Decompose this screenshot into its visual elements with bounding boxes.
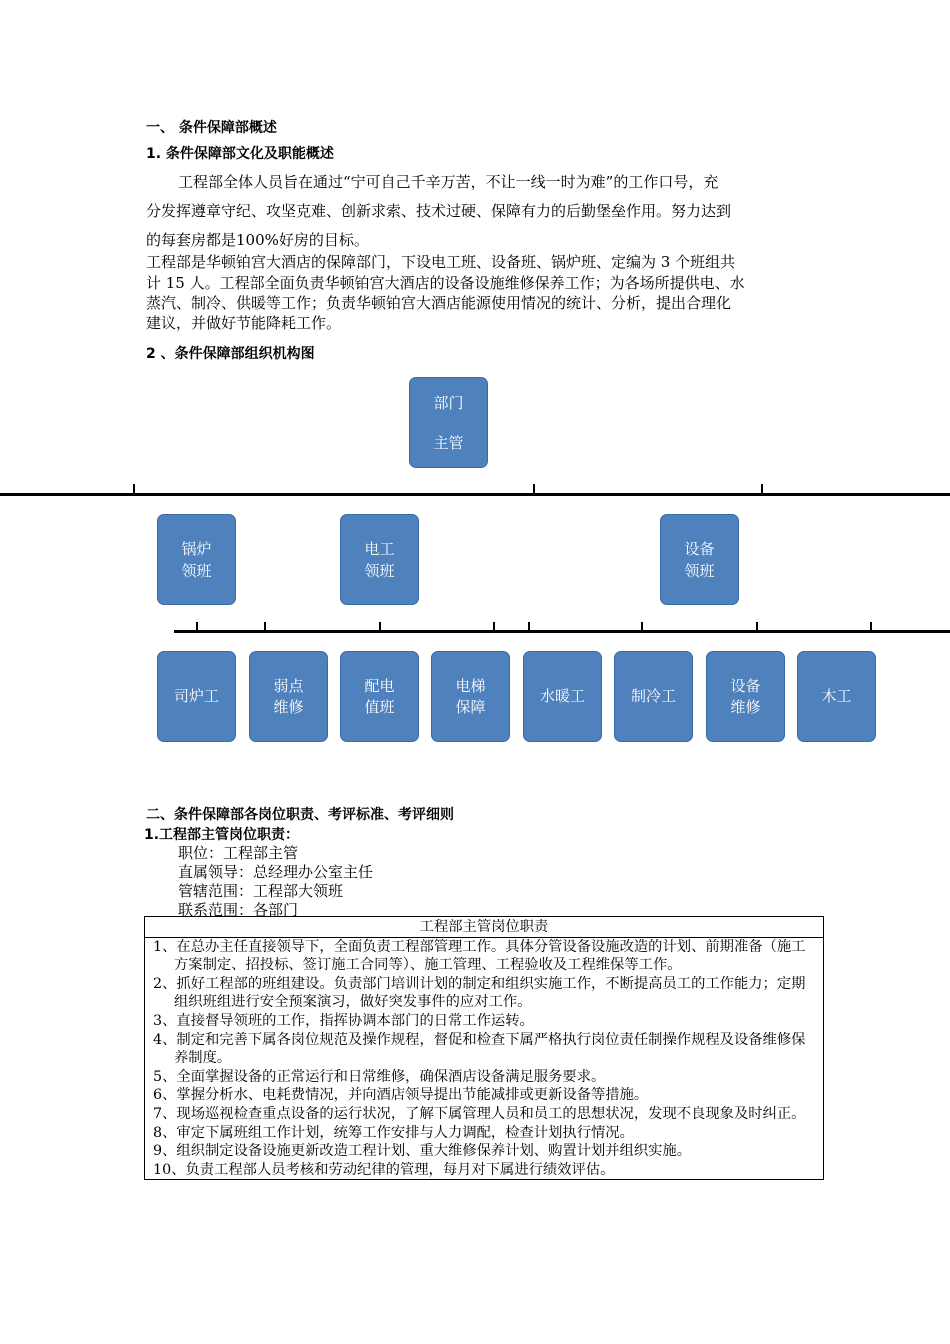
list-item: 1、在总办主任直接领导下，全面负责工程部管理工作。具体分管设备设施改造的计划、前期准备（施工方案制定、招投标、签订施工合同等）、施工管理、工程验收及工程维保等工作。: [153, 938, 806, 974]
org-box-label: 领班: [684, 561, 715, 580]
paragraph-line: 工程部是华顿铂宫大酒店的保障部门，下设电工班、设备班、锅炉班、定编为 3 个班组共: [146, 253, 736, 271]
connector-tick: [264, 622, 266, 633]
section1-title: 一、 条件保障部概述: [146, 120, 277, 136]
list-item: 8、审定下属班组工作计划，统筹工作安排与人力调配，检查计划执行情况。: [153, 1124, 634, 1141]
org-box-label: 值班: [364, 697, 395, 716]
list-item: 10、负责工程部人员考核和劳动纪律的管理，每月对下属进行绩效评估。: [153, 1161, 615, 1178]
org-box-label: 锅炉: [181, 539, 212, 558]
org-box-boiler-leader: [157, 514, 236, 605]
paragraph-line: 的每套房都是100%好房的目标。: [146, 231, 369, 249]
org-box-label: 主管: [433, 433, 464, 452]
table-header: 工程部主管岗位职责: [145, 917, 824, 938]
org-box-manager: [409, 377, 488, 468]
paragraph-line: 工程部全体人员旨在通过“宁可自己千辛万苦，不让一线一时为难”的工作口号，充: [178, 173, 719, 191]
connector-tick: [196, 622, 198, 633]
section1-subtitle: 1. 条件保障部文化及职能概述: [146, 146, 334, 162]
org-box-label: 司炉工: [173, 687, 219, 705]
paragraph-line: 建议，并做好节能降耗工作。: [146, 314, 342, 332]
org-box-label: 领班: [364, 561, 395, 580]
list-item: 7、现场巡视检查重点设备的运行状况，了解下属管理人员和员工的思想状况，发现不良现象及时纠正。: [153, 1105, 806, 1122]
list-item: 2、抓好工程部的班组建设。负责部门培训计划的制定和组织实施工作，不断提高员工的工作能力；定期组织班组进行安全预案演习，做好突发事件的应对工作。: [153, 975, 806, 1011]
org-box-electric-leader: [340, 514, 419, 605]
org-box-label: 保障: [455, 697, 486, 716]
org-box-label: 维修: [273, 697, 304, 716]
org-box-label: 木工: [821, 687, 852, 705]
connector-tick: [493, 622, 495, 633]
section2-subtitle: 1.工程部主管岗位职责：: [144, 827, 300, 843]
connector-tick: [870, 622, 872, 633]
duty-list: [145, 937, 824, 1180]
org-box-label: 维修: [730, 697, 761, 716]
org-box-refrigeration: [614, 651, 693, 742]
org-box-equipment-repair: [706, 651, 785, 742]
org-box-power-duty: [340, 651, 419, 742]
connector-tick: [528, 622, 530, 633]
connector-tick: [641, 622, 643, 633]
connector-line: [0, 493, 950, 496]
org-box-plumbing: [523, 651, 602, 742]
org-box-stoker: [157, 651, 236, 742]
org-box-label: 电梯: [455, 676, 486, 695]
org-box-label: 电工: [364, 539, 395, 558]
info-contacts: 联系范围：各部门: [178, 901, 299, 919]
info-scope: 管辖范围：工程部大领班: [178, 882, 344, 900]
list-item: 5、全面掌握设备的正常运行和日常维修，确保酒店设备满足服务要求。: [153, 1068, 606, 1085]
org-box-label: 制冷工: [630, 687, 676, 705]
list-item: 6、掌握分析水、电耗费情况，并向酒店领导提出节能减排或更新设备等措施。: [153, 1087, 649, 1104]
org-box-equipment-leader: [660, 514, 739, 605]
connector-line: [174, 630, 950, 633]
connector-tick: [133, 484, 135, 495]
info-supervisor: 直属领导：总经理办公室主任: [178, 863, 374, 881]
org-box-elevator: [431, 651, 510, 742]
paragraph-line: 蒸汽、制冷、供暖等工作；负责华顿铂宫大酒店能源使用情况的统计、分析，提出合理化: [146, 294, 732, 312]
list-item: 4、制定和完善下属各岗位规范及操作规程，督促和检查下属严格执行岗位责任制操作规程及设备维修保养制度。: [153, 1031, 806, 1067]
paragraph-line: 分发挥遵章守纪、攻坚克难、创新求索、技术过硬、保障有力的后勤堡垒作用。努力达到: [146, 202, 732, 220]
connector-tick: [761, 484, 763, 495]
connector-tick: [756, 622, 758, 633]
list-item: 9、组织制定设备设施更新改造工程计划、重大维修保养计划、购置计划并组织实施。: [153, 1143, 692, 1160]
table-row: [145, 937, 824, 1180]
org-box-label: 部门: [433, 393, 464, 412]
duty-table: [144, 916, 824, 1180]
org-box-label: 设备: [684, 539, 715, 558]
connector-tick: [379, 622, 381, 633]
org-box-weak-current: [249, 651, 328, 742]
org-box-label: 领班: [181, 561, 212, 580]
org-box-label: 设备: [730, 676, 761, 695]
org-box-carpenter: [797, 651, 876, 742]
connector-tick: [533, 484, 535, 495]
info-position: 职位：工程部主管: [178, 844, 299, 862]
paragraph-line: 计 15 人。工程部全面负责华顿铂宫大酒店的设备设施维修保养工作；为各场所提供电、水: [146, 274, 745, 292]
org-box-label: 配电: [364, 676, 395, 695]
table-row: [145, 917, 824, 938]
section2-title: 二、条件保障部各岗位职责、考评标准、考评细则: [146, 807, 454, 823]
list-item: 3、直接督导领班的工作，指挥协调本部门的日常工作运转。: [153, 1012, 534, 1029]
org-box-label: 水暖工: [539, 687, 585, 705]
org-box-label: 弱点: [273, 676, 304, 695]
org-chart-title: 2 、条件保障部组织机构图: [146, 346, 315, 362]
